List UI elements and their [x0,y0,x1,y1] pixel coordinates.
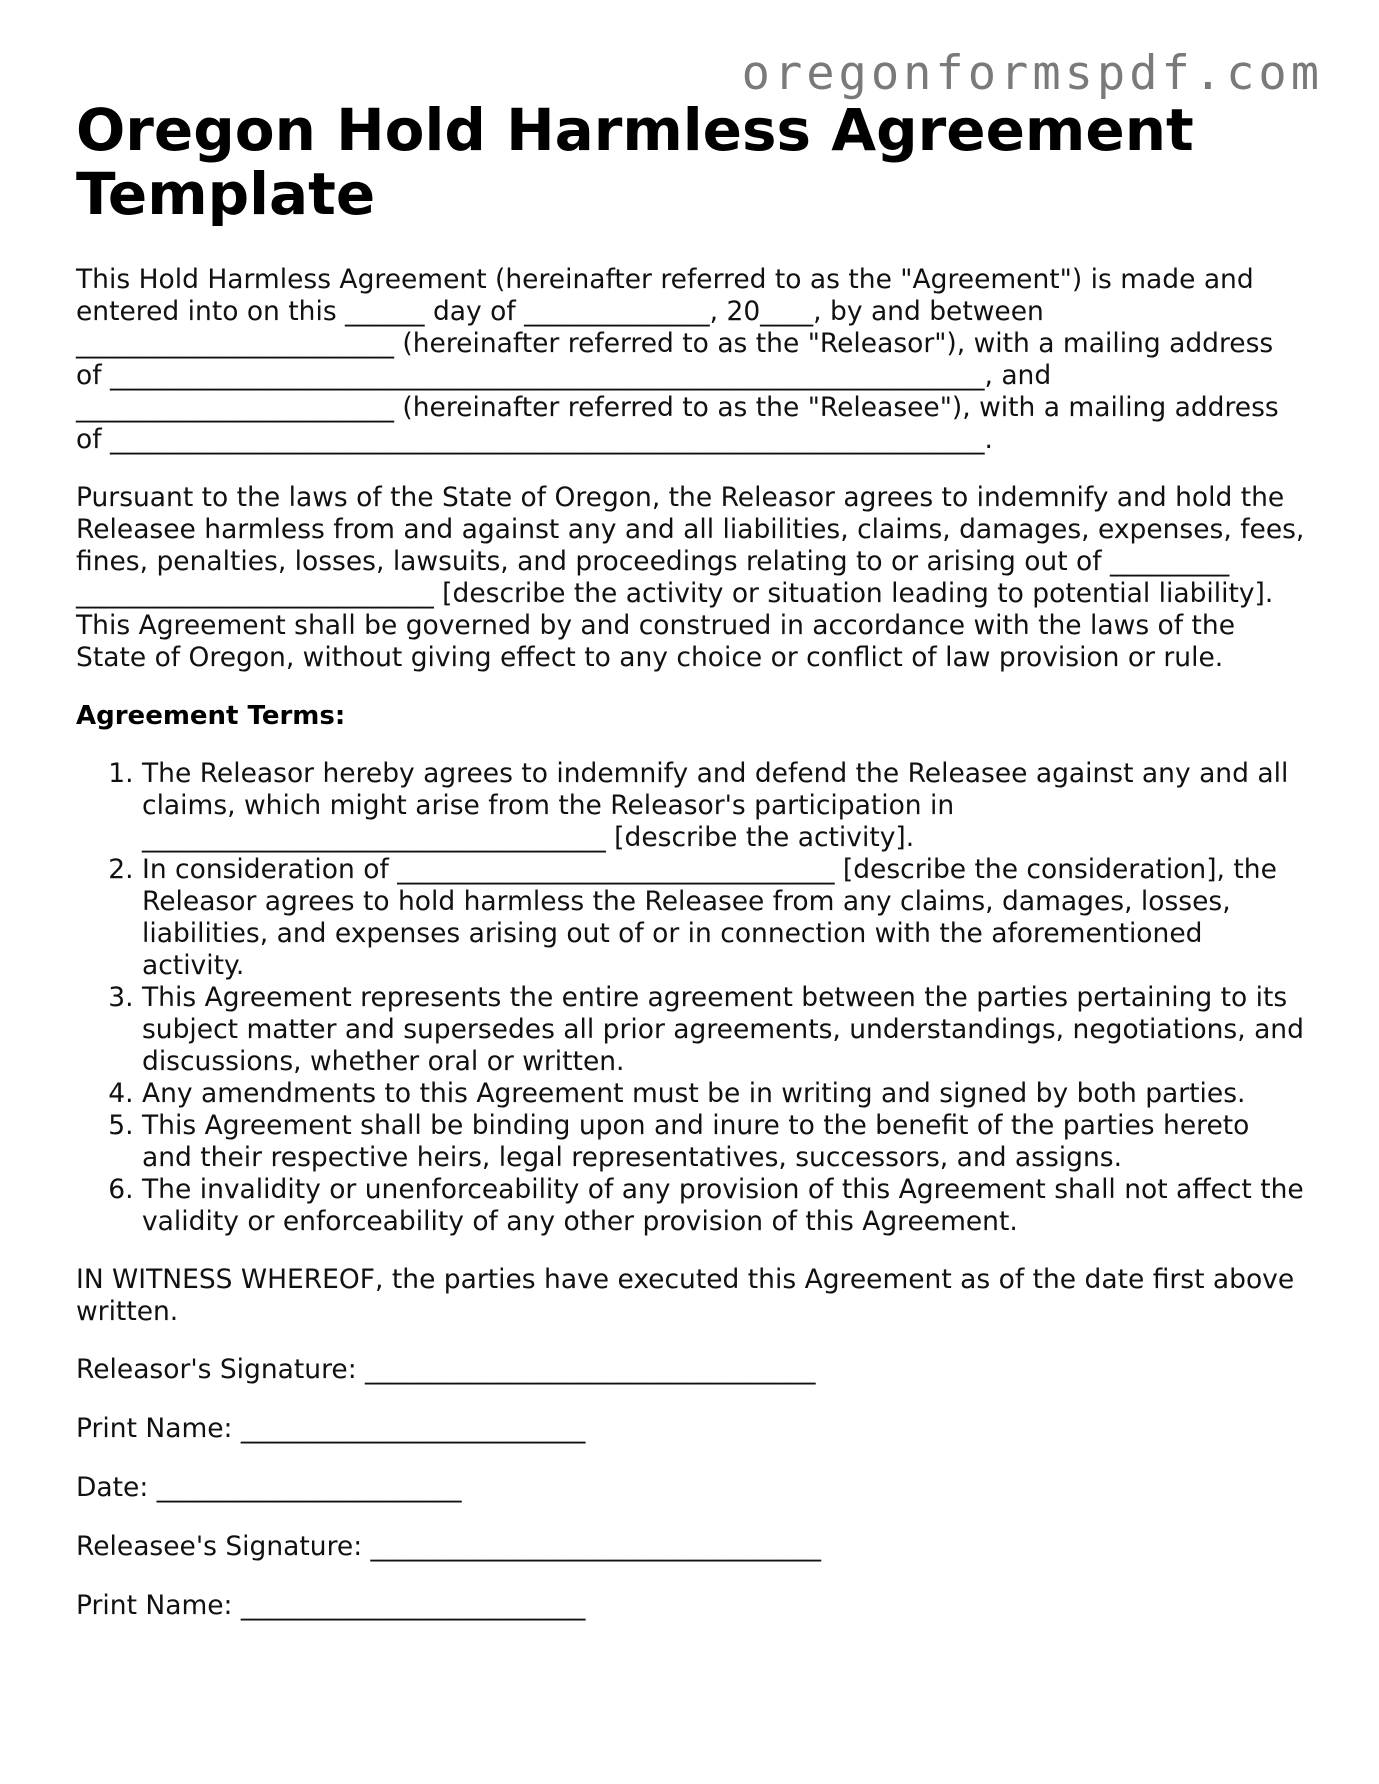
releasor-print-name-line: Print Name: __________________________ [76,1413,586,1444]
term-item-4: 4. Any amendments to this Agreement must be in writing and signed by both parties. [142,1078,1306,1110]
releasee-signature-line: Releasee's Signature: __________________________________ [76,1531,822,1562]
releasor-signature-line: Releasor's Signature: __________________________________ [76,1354,816,1385]
witness-paragraph: IN WITNESS WHEREOF, the parties have executed this Agreement as of the date first above written. [76,1264,1295,1327]
document-title: Oregon Hold Harmless Agreement Template [76,96,1194,228]
term-item-6: 6. The invalidity or unenforceability of any provision of this Agreement shall not affect the validity or enforceability of any other provision of this Agreement. [142,1174,1306,1238]
indemnity-paragraph: Pursuant to the laws of the State of Oregon, the Releasor agrees to indemnify and hold the Releasee harmless from and against any and all liabilities, claims, damages, expenses, fees, fines, penalties, losses, lawsuits, and proceedings relating to or arising out of _________ ___________________________ [describe the activity or situation leading to potential liability]. This Agreement shall be governed by and construed in accordance with the laws of the State of Oregon, without giving effect to any choice or conflict of law provision or rule. [76,482,1305,673]
terms-heading: Agreement Terms: [76,701,346,731]
releasee-print-name-line: Print Name: __________________________ [76,1590,586,1621]
document-page [76,98,1306,1649]
date-line: Date: _______________________ [76,1472,462,1503]
term-item-1: 1. The Releasor hereby agrees to indemnify and defend the Releasee against any and all claims, which might arise from the Releasor's participation in ___________________________________ [describe the activity]. [142,758,1306,854]
term-item-5: 5. This Agreement shall be binding upon and inure to the benefit of the parties hereto and their respective heirs, legal representatives, successors, and assigns. [142,1110,1306,1174]
term-item-2: 2. In consideration of _________________________________ [describe the consideration], the Releasor agrees to hold harmless the Releasee from any claims, damages, losses, liabilities, and expenses arising out of or in connection with the aforementioned activity. [142,854,1306,982]
terms-list [76,758,1306,1238]
intro-paragraph: This Hold Harmless Agreement (hereinafter referred to as the "Agreement") is made and entered into on this ______ day of ______________, 20____, by and between ________________________ (hereinafter referred to as the "Releasor"), with a mailing address of __________________________________________________________________, and ________________________ (hereinafter referred to as the "Releasee"), with a mailing address of __________________________________________________________________. [76,264,1279,455]
term-item-3: 3. This Agreement represents the entire agreement between the parties pertaining to its subject matter and supersedes all prior agreements, understandings, negotiations, and discussions, whether oral or written. [142,982,1306,1078]
watermark: oregonformspdf.com [741,46,1323,101]
